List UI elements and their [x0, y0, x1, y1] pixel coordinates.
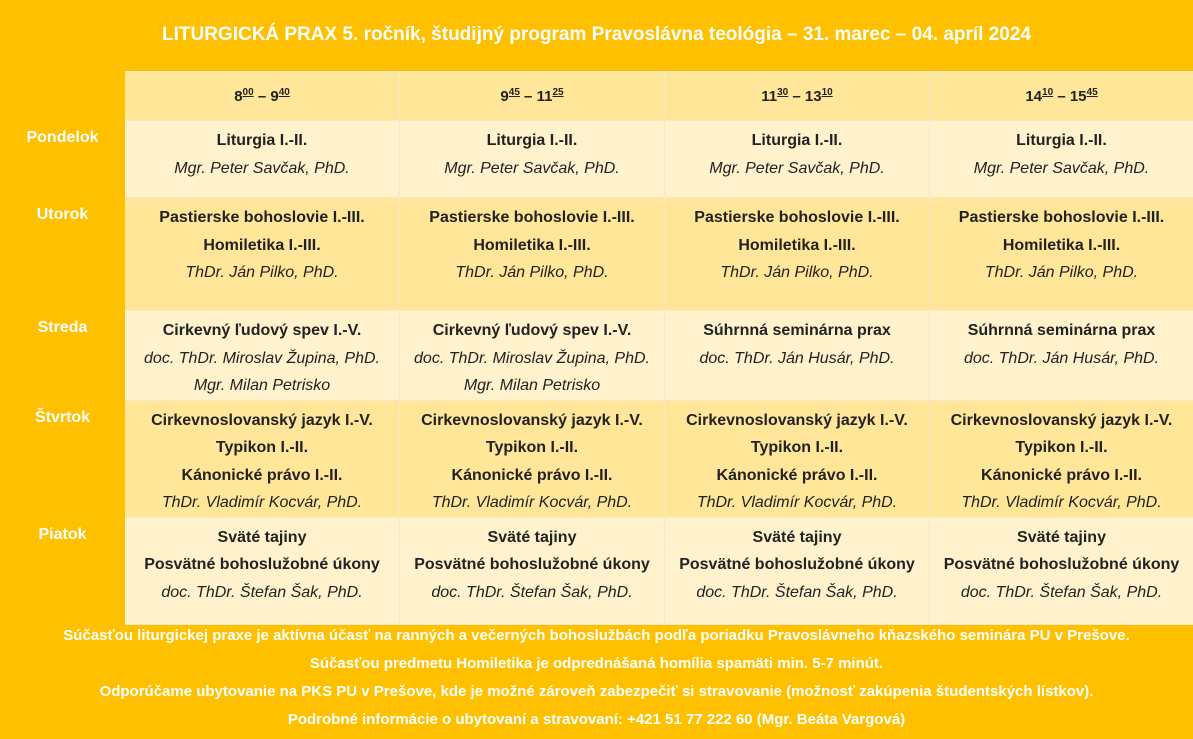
teacher-name: Mgr. Peter Savčak, PhD.	[444, 159, 620, 177]
teacher-name: Mgr. Peter Savčak, PhD.	[973, 159, 1150, 177]
schedule-cell	[665, 400, 930, 517]
schedule-table	[0, 71, 1193, 625]
subject-name: Sväté tajiny	[217, 528, 307, 546]
subject-name: Súhrnná seminárna prax	[703, 322, 891, 339]
footer-note: Podrobné informácie o ubytovaní a stravovaní: +421 51 77 222 60 (Mgr. Beáta Vargová)	[287, 711, 906, 728]
teacher-name: doc. ThDr. Štefan Šak, PhD.	[161, 583, 363, 601]
schedule-cell	[125, 121, 400, 198]
schedule-cell	[930, 121, 1193, 198]
subject-name: Sväté tajiny	[752, 528, 842, 546]
schedule-cell	[125, 198, 400, 311]
subject-name: Posvätné bohoslužobné úkony	[144, 556, 380, 573]
subject-name: Typikon I.-II.	[485, 439, 579, 456]
subject-name: Liturgia I.-II.	[486, 132, 578, 149]
schedule-cell	[665, 517, 930, 624]
subject-name: Cirkevnoslovanský jazyk I.-V.	[151, 411, 373, 429]
teacher-name: Mgr. Milan Petrisko	[463, 377, 601, 394]
schedule-cell	[930, 400, 1193, 517]
day-row	[1, 311, 1193, 401]
subject-name: Cirkevnoslovanský jazyk I.-V.	[950, 411, 1173, 429]
schedule-cell	[665, 198, 930, 311]
footer-note: Súčasťou predmetu Homiletika je odprednášaná homília spamäti min. 5-7 minút.	[309, 655, 884, 672]
schedule-cell	[400, 121, 665, 198]
schedule-cell	[400, 198, 665, 311]
subject-name: Cirkevnoslovanský jazyk I.-V.	[421, 411, 643, 429]
subject-name: Posvätné bohoslužobné úkony	[679, 556, 915, 573]
schedule-cell	[400, 311, 665, 401]
subject-name: Pastierske bohoslovie I.-III.	[429, 209, 635, 226]
subject-name: Homiletika I.-III.	[738, 236, 856, 254]
time-slot-header: $8^{00} - 9^{40}$	[125, 72, 400, 121]
footer-notes	[0, 622, 1193, 739]
subject-name: Homiletika I.-III.	[473, 236, 591, 254]
teacher-name: doc. ThDr. Štefan Šak, PhD.	[960, 583, 1163, 601]
subject-name: Pastierske bohoslovie I.-III.	[694, 209, 900, 226]
teacher-name: ThDr. Ján Pilko, PhD.	[984, 264, 1139, 281]
time-slot-header: $11^{30} - 13^{10}$	[665, 72, 930, 121]
subject-name: Kánonické právo I.-II.	[451, 466, 613, 484]
subject-name: Posvätné bohoslužobné úkony	[414, 556, 650, 573]
subject-name: Typikon I.-II.	[1015, 439, 1108, 456]
schedule-cell	[400, 400, 665, 517]
subject-name: Liturgia I.-II.	[751, 132, 843, 149]
teacher-name: Mgr. Peter Savčak, PhD.	[709, 159, 885, 177]
subject-name: Homiletika I.-III.	[203, 236, 321, 254]
schedule-cell	[930, 198, 1193, 311]
subject-name: Sväté tajiny	[1017, 528, 1106, 546]
teacher-name: ThDr. Vladimír Kocvár, PhD.	[431, 494, 633, 511]
teacher-name: ThDr. Ján Pilko, PhD.	[720, 264, 874, 281]
teacher-name: doc. ThDr. Ján Husár, PhD.	[699, 349, 895, 367]
schedule-cell	[400, 517, 665, 624]
schedule-cell	[930, 311, 1193, 401]
subject-name: Kánonické právo I.-II.	[716, 466, 878, 484]
subject-name: Kánonické právo I.-II.	[181, 466, 343, 484]
footer-note: Súčasťou liturgickej praxe je aktívna účasť na ranných a večerných bohoslužbách podľa poriadku Pravoslávneho kňazského seminára PU v Prešove.	[63, 627, 1130, 644]
subject-name: Cirkevný ľudový spev I.-V.	[162, 322, 362, 339]
teacher-name: ThDr. Vladimír Kocvár, PhD.	[696, 494, 898, 511]
schedule-cell	[665, 311, 930, 401]
subject-name: Liturgia I.-II.	[1016, 132, 1107, 149]
schedule-cell	[125, 517, 400, 624]
teacher-name: Mgr. Peter Savčak, PhD.	[174, 159, 350, 177]
day-row	[1, 121, 1193, 198]
subject-name: Sväté tajiny	[487, 528, 577, 546]
day-row	[1, 198, 1193, 311]
day-label: Pondelok	[1, 121, 125, 198]
footer-note: Odporúčame ubytovanie na PKS PU v Prešove, kde je možné zároveň zabezpečiť si stravovanie (možnosť zakúpenia študentských lístkov).	[99, 683, 1094, 700]
teacher-name: Mgr. Milan Petrisko	[193, 377, 331, 394]
subject-name: Pastierske bohoslovie I.-III.	[159, 209, 365, 226]
teacher-name: ThDr. Ján Pilko, PhD.	[455, 264, 609, 281]
time-slot-header: $14^{10} - 15^{45}$	[930, 72, 1193, 121]
corner-cell	[1, 72, 125, 121]
day-label: Piatok	[1, 517, 125, 624]
schedule-cell	[125, 311, 400, 401]
schedule-cell	[125, 400, 400, 517]
teacher-name: ThDr. Vladimír Kocvár, PhD.	[961, 494, 1162, 511]
subject-name: Cirkevný ľudový spev I.-V.	[432, 322, 632, 339]
time-header-row	[1, 72, 1193, 121]
day-label: Streda	[1, 311, 125, 401]
teacher-name: doc. ThDr. Ján Husár, PhD.	[963, 349, 1160, 367]
day-label: Utorok	[1, 198, 125, 311]
day-label: Štvrtok	[1, 400, 125, 517]
teacher-name: ThDr. Vladimír Kocvár, PhD.	[161, 494, 363, 511]
subject-name: Súhrnná seminárna prax	[967, 322, 1156, 339]
teacher-name: doc. ThDr. Miroslav Župina, PhD.	[144, 349, 380, 367]
teacher-name: doc. ThDr. Štefan Šak, PhD.	[696, 583, 898, 601]
subject-name: Typikon I.-II.	[750, 439, 844, 456]
subject-name: Liturgia I.-II.	[216, 132, 308, 149]
day-row	[1, 517, 1193, 624]
day-row	[1, 400, 1193, 517]
schedule-cell	[930, 517, 1193, 624]
subject-name: Homiletika I.-III.	[1002, 236, 1121, 254]
subject-name: Kánonické právo I.-II.	[981, 466, 1142, 484]
subject-name: Cirkevnoslovanský jazyk I.-V.	[686, 411, 908, 429]
subject-name: Posvätné bohoslužobné úkony	[943, 556, 1180, 573]
schedule-cell	[665, 121, 930, 198]
page-title: LITURGICKÁ PRAX 5. ročník, študijný program Pravoslávna teológia – 31. marec – 04. apríl 2024	[161, 24, 1032, 45]
teacher-name: ThDr. Ján Pilko, PhD.	[185, 264, 339, 281]
time-slot-header: $9^{45} - 11^{25}$	[400, 72, 665, 121]
subject-name: Pastierske bohoslovie I.-III.	[958, 209, 1165, 226]
subject-name: Typikon I.-II.	[215, 439, 309, 456]
teacher-name: doc. ThDr. Štefan Šak, PhD.	[431, 583, 633, 601]
teacher-name: doc. ThDr. Miroslav Župina, PhD.	[414, 349, 650, 367]
